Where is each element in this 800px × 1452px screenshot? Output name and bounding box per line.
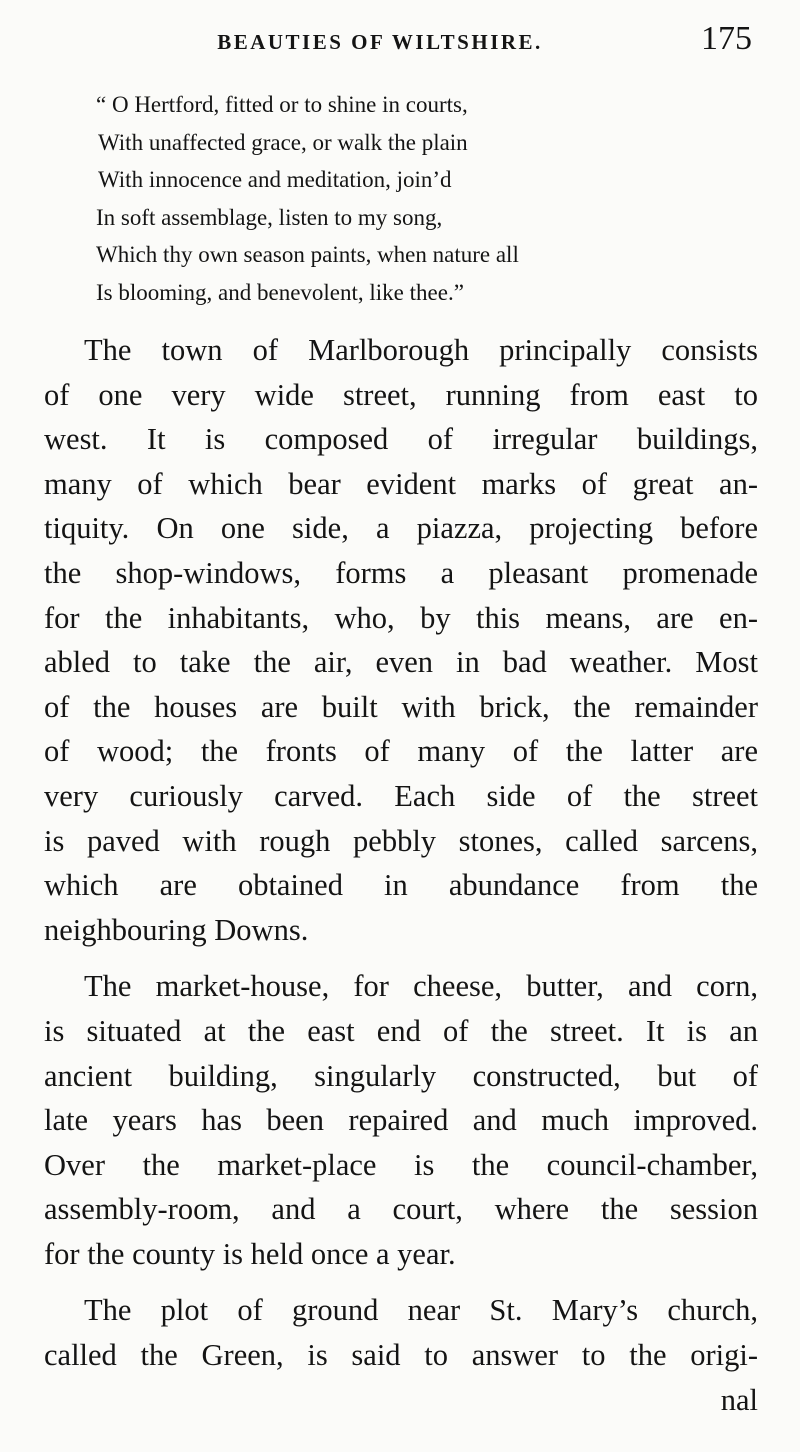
text-line: west. It is composed of irregular buildings, bbox=[44, 422, 758, 457]
catchword: nal bbox=[720, 1382, 758, 1417]
text-line: The town of Marlborough principally consists bbox=[84, 333, 758, 367]
paragraph-market-house bbox=[44, 964, 758, 1276]
text-line: of the houses are built with brick, the remainder bbox=[44, 689, 758, 724]
text-line: Over the market-place is the council-chamber, bbox=[44, 1147, 758, 1182]
text-line: tiquity. On one side, a piazza, projecting before bbox=[44, 511, 758, 546]
paragraph-spacing bbox=[44, 952, 758, 964]
text-line: which are obtained in abundance from the bbox=[44, 868, 758, 903]
body-text bbox=[44, 328, 758, 1422]
verse-line: Is blooming, and benevolent, like thee.” bbox=[96, 279, 464, 305]
paragraph-spacing bbox=[44, 1276, 758, 1288]
running-head: BEAUTIES OF WILTSHIRE. bbox=[217, 30, 543, 54]
verse-line: With innocence and meditation, join’d bbox=[98, 167, 452, 192]
text-line: ancient building, singularly constructed, but of bbox=[44, 1058, 758, 1093]
text-line: called the Green, is said to answer to the origi- bbox=[44, 1338, 758, 1373]
text-line: late years has been repaired and much improved. bbox=[44, 1103, 758, 1138]
verse-line: With unaffected grace, or walk the plain bbox=[98, 129, 468, 155]
text-line: is situated at the east end of the street. It is an bbox=[44, 1013, 758, 1048]
text-line: of one very wide street, running from east to bbox=[44, 377, 758, 412]
text-line: of wood; the fronts of many of the latter are bbox=[44, 734, 758, 769]
text-line: very curiously carved. Each side of the street bbox=[44, 778, 758, 813]
text-line: The market-house, for cheese, butter, and corn, bbox=[84, 969, 758, 1004]
paragraph-the-green bbox=[44, 1288, 758, 1422]
text-line: abled to take the air, even in bad weather. Most bbox=[44, 645, 758, 680]
text-line: many of which bear evident marks of great an- bbox=[44, 466, 758, 501]
verse-line: In soft assemblage, listen to my song, bbox=[96, 204, 443, 230]
text-line: the shop-windows, forms a pleasant promenade bbox=[44, 555, 758, 590]
text-line: neighbouring Downs. bbox=[44, 912, 309, 947]
paragraph-marlborough-street bbox=[44, 328, 758, 952]
text-line: for the county is held once a year. bbox=[44, 1236, 456, 1271]
text-line: assembly-room, and a court, where the session bbox=[44, 1192, 758, 1227]
verse-line: “ O Hertford, fitted or to shine in courts, bbox=[96, 92, 468, 117]
verse-quotation bbox=[96, 86, 736, 311]
page-number: 175 bbox=[701, 20, 752, 57]
text-line: The plot of ground near St. Mary’s church, bbox=[84, 1293, 758, 1328]
verse-line: Which thy own season paints, when nature all bbox=[96, 242, 519, 267]
text-line: is paved with rough pebbly stones, called sarcens, bbox=[44, 823, 758, 858]
text-line: for the inhabitants, who, by this means, are en- bbox=[44, 600, 758, 635]
